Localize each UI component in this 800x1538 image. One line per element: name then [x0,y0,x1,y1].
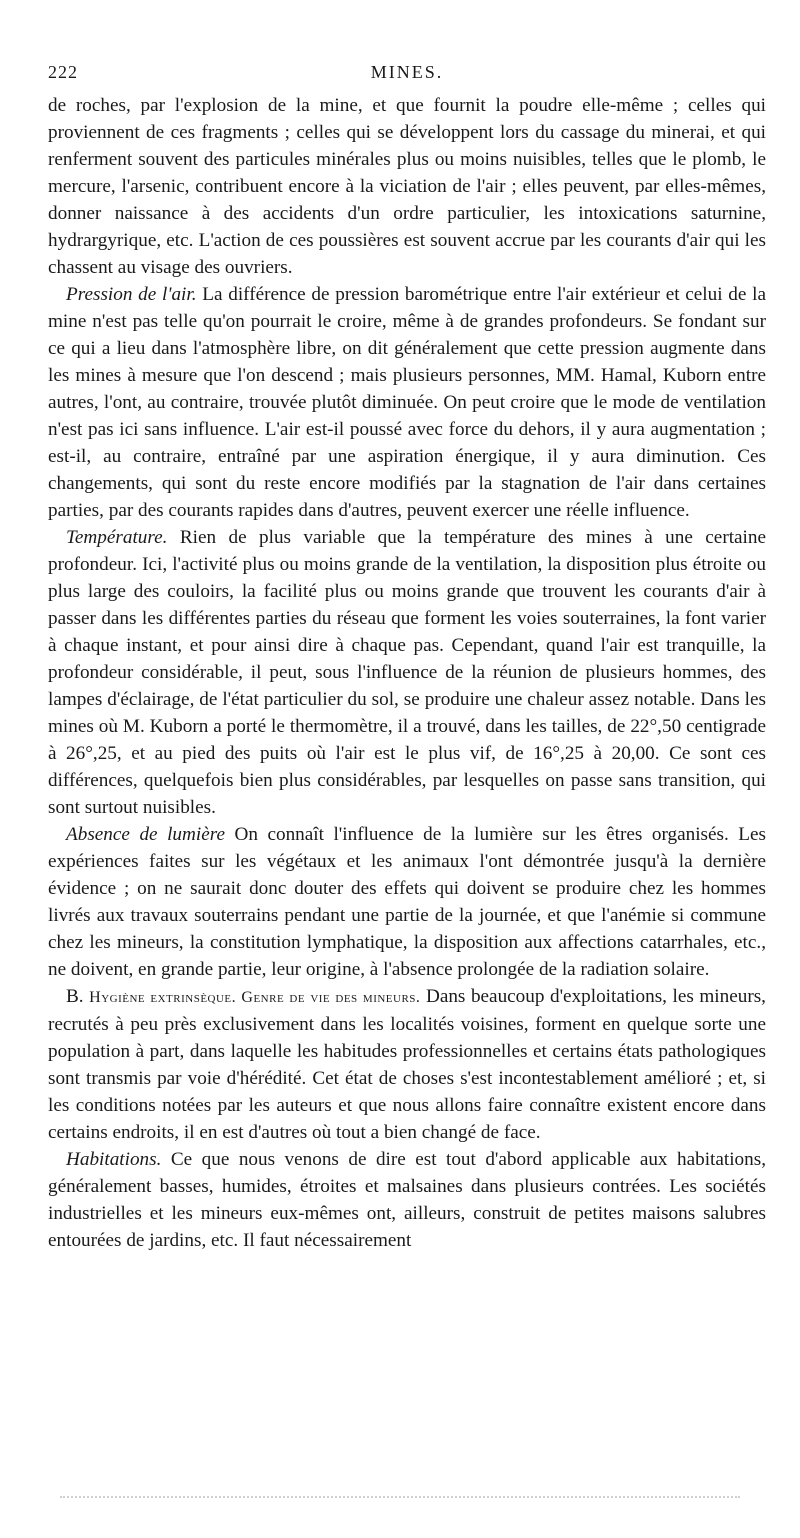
scan-artifact-line [60,1496,740,1504]
body-text [48,92,766,1254]
paragraph-housing [48,1146,766,1254]
paragraph-air-pressure [48,281,766,524]
paragraph-temperature [48,524,766,821]
paragraph-lifestyle [48,983,766,1146]
paragraph-text: On connaît l'influence de la lumière sur les êtres organisés. Les expériences faites sur les végétaux et les animaux l'ont démontrée jusqu'à la dernière évidence ; on ne saurait donc douter des effets qui doivent se produire chez les hommes livrés aux travaux souterrains pendant une partie de la journée, et que l'anémie si commune chez les mineurs, la constitution lymphatique, la disposition aux affections catarrhales, etc., ne doivent, en grande partie, leur origine, à l'absence prolongée de la radiation solaire. [48,824,766,980]
book-page [48,62,766,1254]
section-lead-housing: Habitations. [66,1149,162,1170]
page-number: 222 [48,62,78,82]
section-heading-hygiene: Hygiène extrinsèque. Genre de vie des mineurs. [89,989,421,1006]
paragraph-text: La différence de pression barométrique entre l'air extérieur et celui de la mine n'est pas telle qu'on pourrait le croire, même à de grandes profondeurs. Se fondant sur ce qui a lieu dans l'atmosphère libre, on dit généralement que cette pression augmente dans les mines à mesure que l'on descend ; mais plusieurs personnes, MM. Hamal, Kuborn entre autres, l'ont, au contraire, trouvée plutôt diminuée. On peut croire que le mode de ventilation n'est pas ici sans influence. L'air est-il poussé avec force du dehors, il y aura augmentation ; est-il, au contraire, entraîné par une aspiration énergique, il y aura diminution. Ces changements, qui sont du reste encore modifiés par la stagnation de l'air dans certaines parties, par des courants rapides dans d'autres, peuvent exercer une réelle influence. [48,284,766,521]
paragraph-text: Rien de plus variable que la température des mines à une certaine profondeur. Ici, l'activité plus ou moins grande de la ventilation, la disposition plus étroite ou plus large des couloirs, la facilité plus ou moins grande que trouvent les courants d'air à passer dans les différentes parties du réseau que forment les voies souterraines, la font varier à chaque instant, et pour ainsi dire à chaque pas. Cependant, quand l'air est tranquille, la profondeur considérable, il peut, sous l'influence de la réunion de plusieurs hommes, des lampes d'éclairage, de l'état particulier du sol, se produire une chaleur assez notable. Dans les mines où M. Kuborn a porté le thermomètre, il a trouvé, dans les tailles, de 22°,50 centigrade à 26°,25, et au pied des puits où l'air est le plus vif, de 16°,25 à 20,00. Ce sont ces différences, quelquefois bien plus considérables, par lesquelles on passe sans transition, qui sont surtout nuisibles. [48,527,766,818]
paragraph-text: Dans beaucoup d'exploitations, les mineurs, recrutés à peu près exclusivement dans les localités voisines, forment en quelque sorte une population à part, dans laquelle les habitudes professionnelles et certains états pathologiques sont transmis par voie d'hérédité. Cet état de choses s'est incontestablement amélioré ; et, si les conditions notées par les auteurs et que nous allons faire connaître existent encore dans certains endroits, il en est d'autres où tout a bien changé de face. [48,986,766,1143]
paragraph-text: Ce que nous venons de dire est tout d'abord applicable aux habitations, généralement basses, humides, étroites et malsaines dans plusieurs contrées. Les sociétés industrielles et les mineurs eux-mêmes ont, ailleurs, construit de petites maisons salubres entourées de jardins, etc. Il faut nécessairement [48,1149,766,1251]
paragraph-text: de roches, par l'explosion de la mine, et que fournit la poudre elle-même ; celles qui proviennent de ces fragments ; celles qui se développent lors du cassage du minerai, et qui renferment souvent des particules minérales plus ou moins nuisibles, telles que le plomb, le mercure, l'arsenic, contribuent encore à la viciation de l'air ; elles peuvent, par elles-mêmes, donner naissance à des accidents d'un ordre particulier, les intoxications saturnine, hydrargyrique, etc. L'action de ces poussières est souvent accrue par les courants d'air qui les chassent au visage des ouvriers. [48,95,766,278]
page-header [48,62,766,92]
section-letter: B. [66,986,90,1007]
running-title: MINES. [370,62,444,82]
section-lead-light: Absence de lumière [66,824,225,845]
section-lead-temperature: Température. [66,527,168,548]
paragraph-light [48,821,766,983]
paragraph-dust [48,92,766,281]
section-lead-pressure: Pression de l'air. [66,284,197,305]
